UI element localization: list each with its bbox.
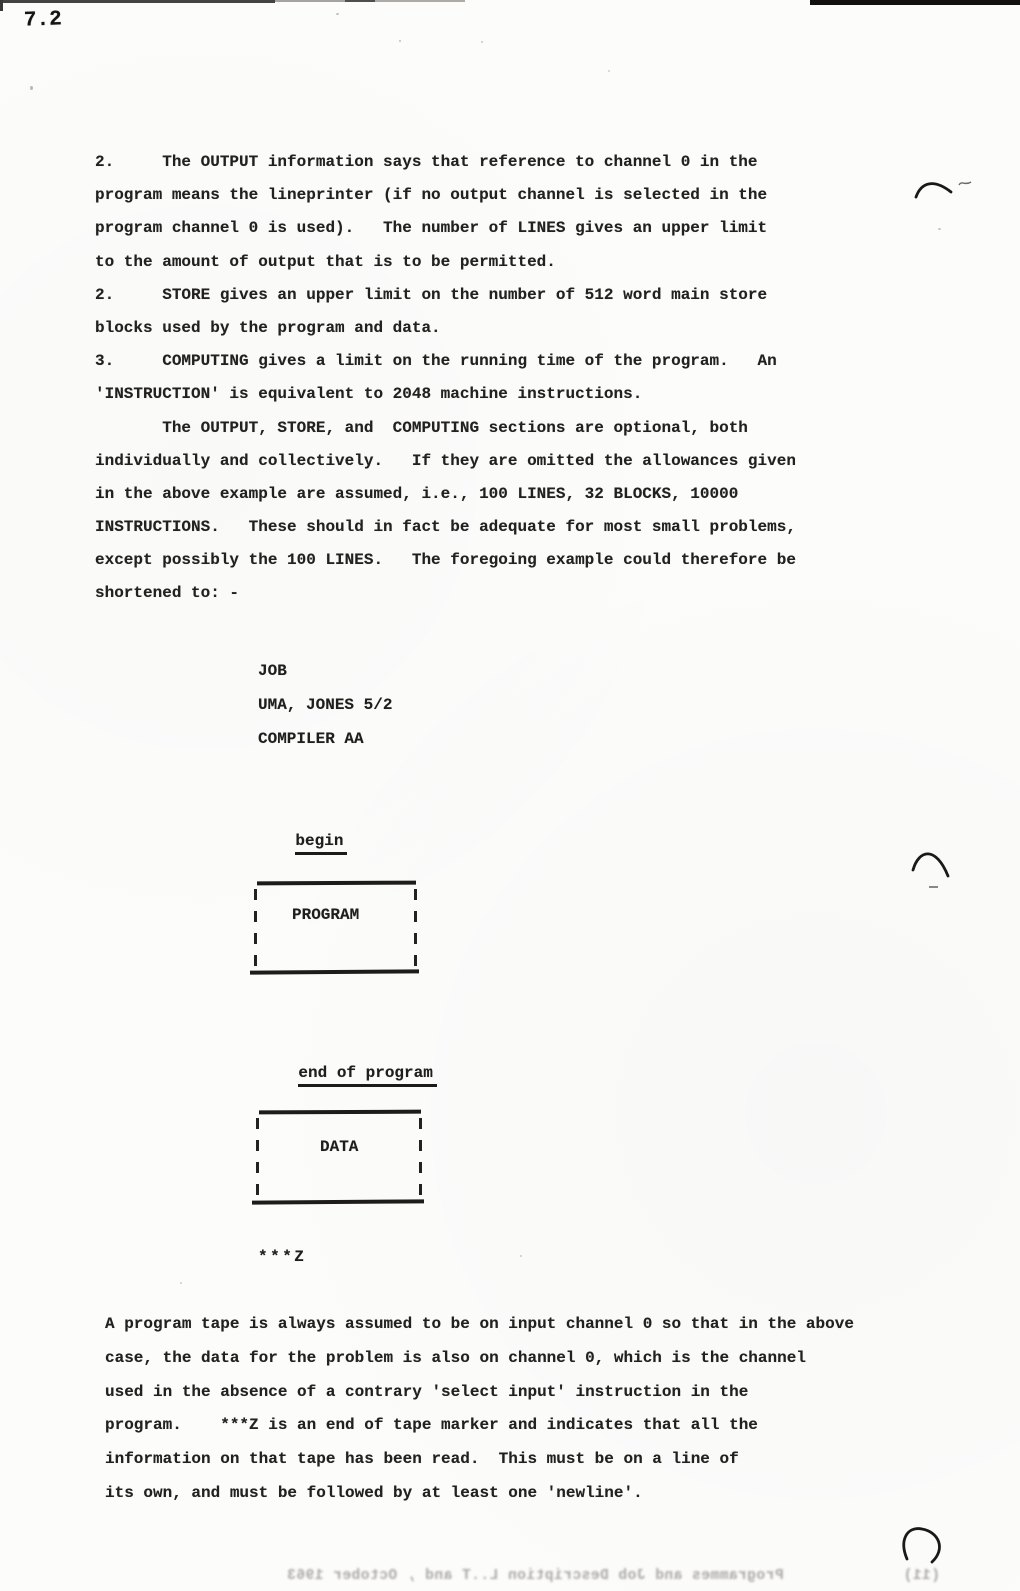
paragraph-line: 2. The OUTPUT information says that reference to channel 0 in the: [95, 153, 758, 171]
paragraph-line: case, the data for the problem is also on channel 0, which is the channel: [105, 1348, 806, 1367]
paragraph-line: shortened to: -: [95, 584, 240, 603]
paragraph-line: its own, and must be followed by at least one 'newline'.: [105, 1483, 643, 1502]
paragraph-line: program channel 0 is used). The number of LINES gives an upper limit: [95, 219, 768, 238]
paragraph-line: information on that tape has been read. This must be on a line of: [105, 1450, 739, 1469]
data-box: [256, 1110, 422, 1203]
paragraph-line: INSTRUCTIONS. These should in fact be adequate for most small problems,: [95, 518, 796, 537]
paragraph-line: program means the lineprinter (if no output channel is selected in the: [95, 186, 768, 205]
scan-speck: [180, 1282, 182, 1284]
paragraph-line: 'INSTRUCTION' is equivalent to 2048 machine instructions.: [95, 385, 643, 404]
code-line-compiler: COMPILER AA: [258, 730, 364, 749]
paragraph-line: 2. STORE gives an upper limit on the number of 512 word main store: [95, 285, 768, 304]
main-paragraph: [95, 146, 796, 611]
code-line-job: JOB: [258, 662, 287, 680]
paragraph-line: to the amount of output that is to be permitted.: [95, 252, 556, 271]
program-box-bottom-edge: [250, 969, 419, 974]
bleed-through-text: (11) Programmes and Job Description L..T and , October 1963: [286, 1568, 940, 1584]
data-box-top-edge: [259, 1110, 421, 1114]
pen-mark-squiggle: [959, 182, 971, 185]
program-box-left-edge: [254, 889, 257, 966]
code-line-user: UMA, JONES 5/2: [258, 696, 393, 715]
program-box-right-edge: [414, 889, 417, 966]
scan-edge-line-left: [0, 0, 275, 3]
scan-speck: [336, 13, 339, 15]
paragraph-line: used in the absence of a contrary 'select input' instruction in the: [105, 1382, 749, 1401]
scan-speck: [399, 40, 401, 42]
scan-speck: [481, 41, 483, 43]
paragraph-line: The OUTPUT, STORE, and COMPUTING sections are optional, both: [95, 418, 748, 437]
data-box-left-edge: [256, 1118, 259, 1196]
begin-keyword: [257, 790, 347, 851]
scan-speck: [608, 70, 610, 72]
begin-keyword-text: begin: [295, 831, 347, 855]
paragraph-line: in the above example are assumed, i.e., 100 LINES, 32 BLOCKS, 10000: [95, 484, 739, 503]
pen-mark-loop: [904, 1529, 940, 1562]
data-box-right-edge: [419, 1118, 422, 1196]
end-of-program-keyword: [260, 1022, 437, 1083]
paragraph-line: A program tape is always assumed to be on input channel 0 so that in the above: [105, 1315, 854, 1333]
scan-speck: [520, 1255, 522, 1257]
scan-speck: [30, 86, 33, 90]
scan-edge-line-mid: [275, 0, 465, 2]
end-of-tape-marker: ***Z: [258, 1248, 307, 1266]
scan-edge-corner-tick: [0, 0, 3, 11]
pen-mark-arc: [916, 184, 951, 197]
paragraph-line: program. ***Z is an end of tape marker and indicates that all the: [105, 1416, 758, 1435]
scan-edge-line-right: [810, 0, 1020, 5]
paragraph-line: 3. COMPUTING gives a limit on the running time of the program. An: [95, 352, 777, 371]
pen-mark-arc: [913, 854, 948, 876]
paragraph-line: except possibly the 100 LINES. The foregoing example could therefore be: [95, 551, 796, 570]
job-card-listing: [258, 654, 392, 757]
paragraph-line: blocks used by the program and data.: [95, 318, 441, 337]
program-box-top-edge: [257, 881, 416, 885]
page-number: 7.2: [23, 8, 63, 33]
scan-speck: [938, 228, 941, 230]
program-box-label: PROGRAM: [292, 906, 360, 924]
end-of-program-text: end of program: [298, 1063, 436, 1087]
data-box-bottom-edge: [252, 1199, 424, 1204]
paragraph-line: individually and collectively. If they are omitted the allowances given: [95, 451, 796, 470]
data-box-label: DATA: [320, 1138, 359, 1156]
program-box: [254, 881, 417, 973]
bottom-paragraph: [105, 1308, 854, 1511]
